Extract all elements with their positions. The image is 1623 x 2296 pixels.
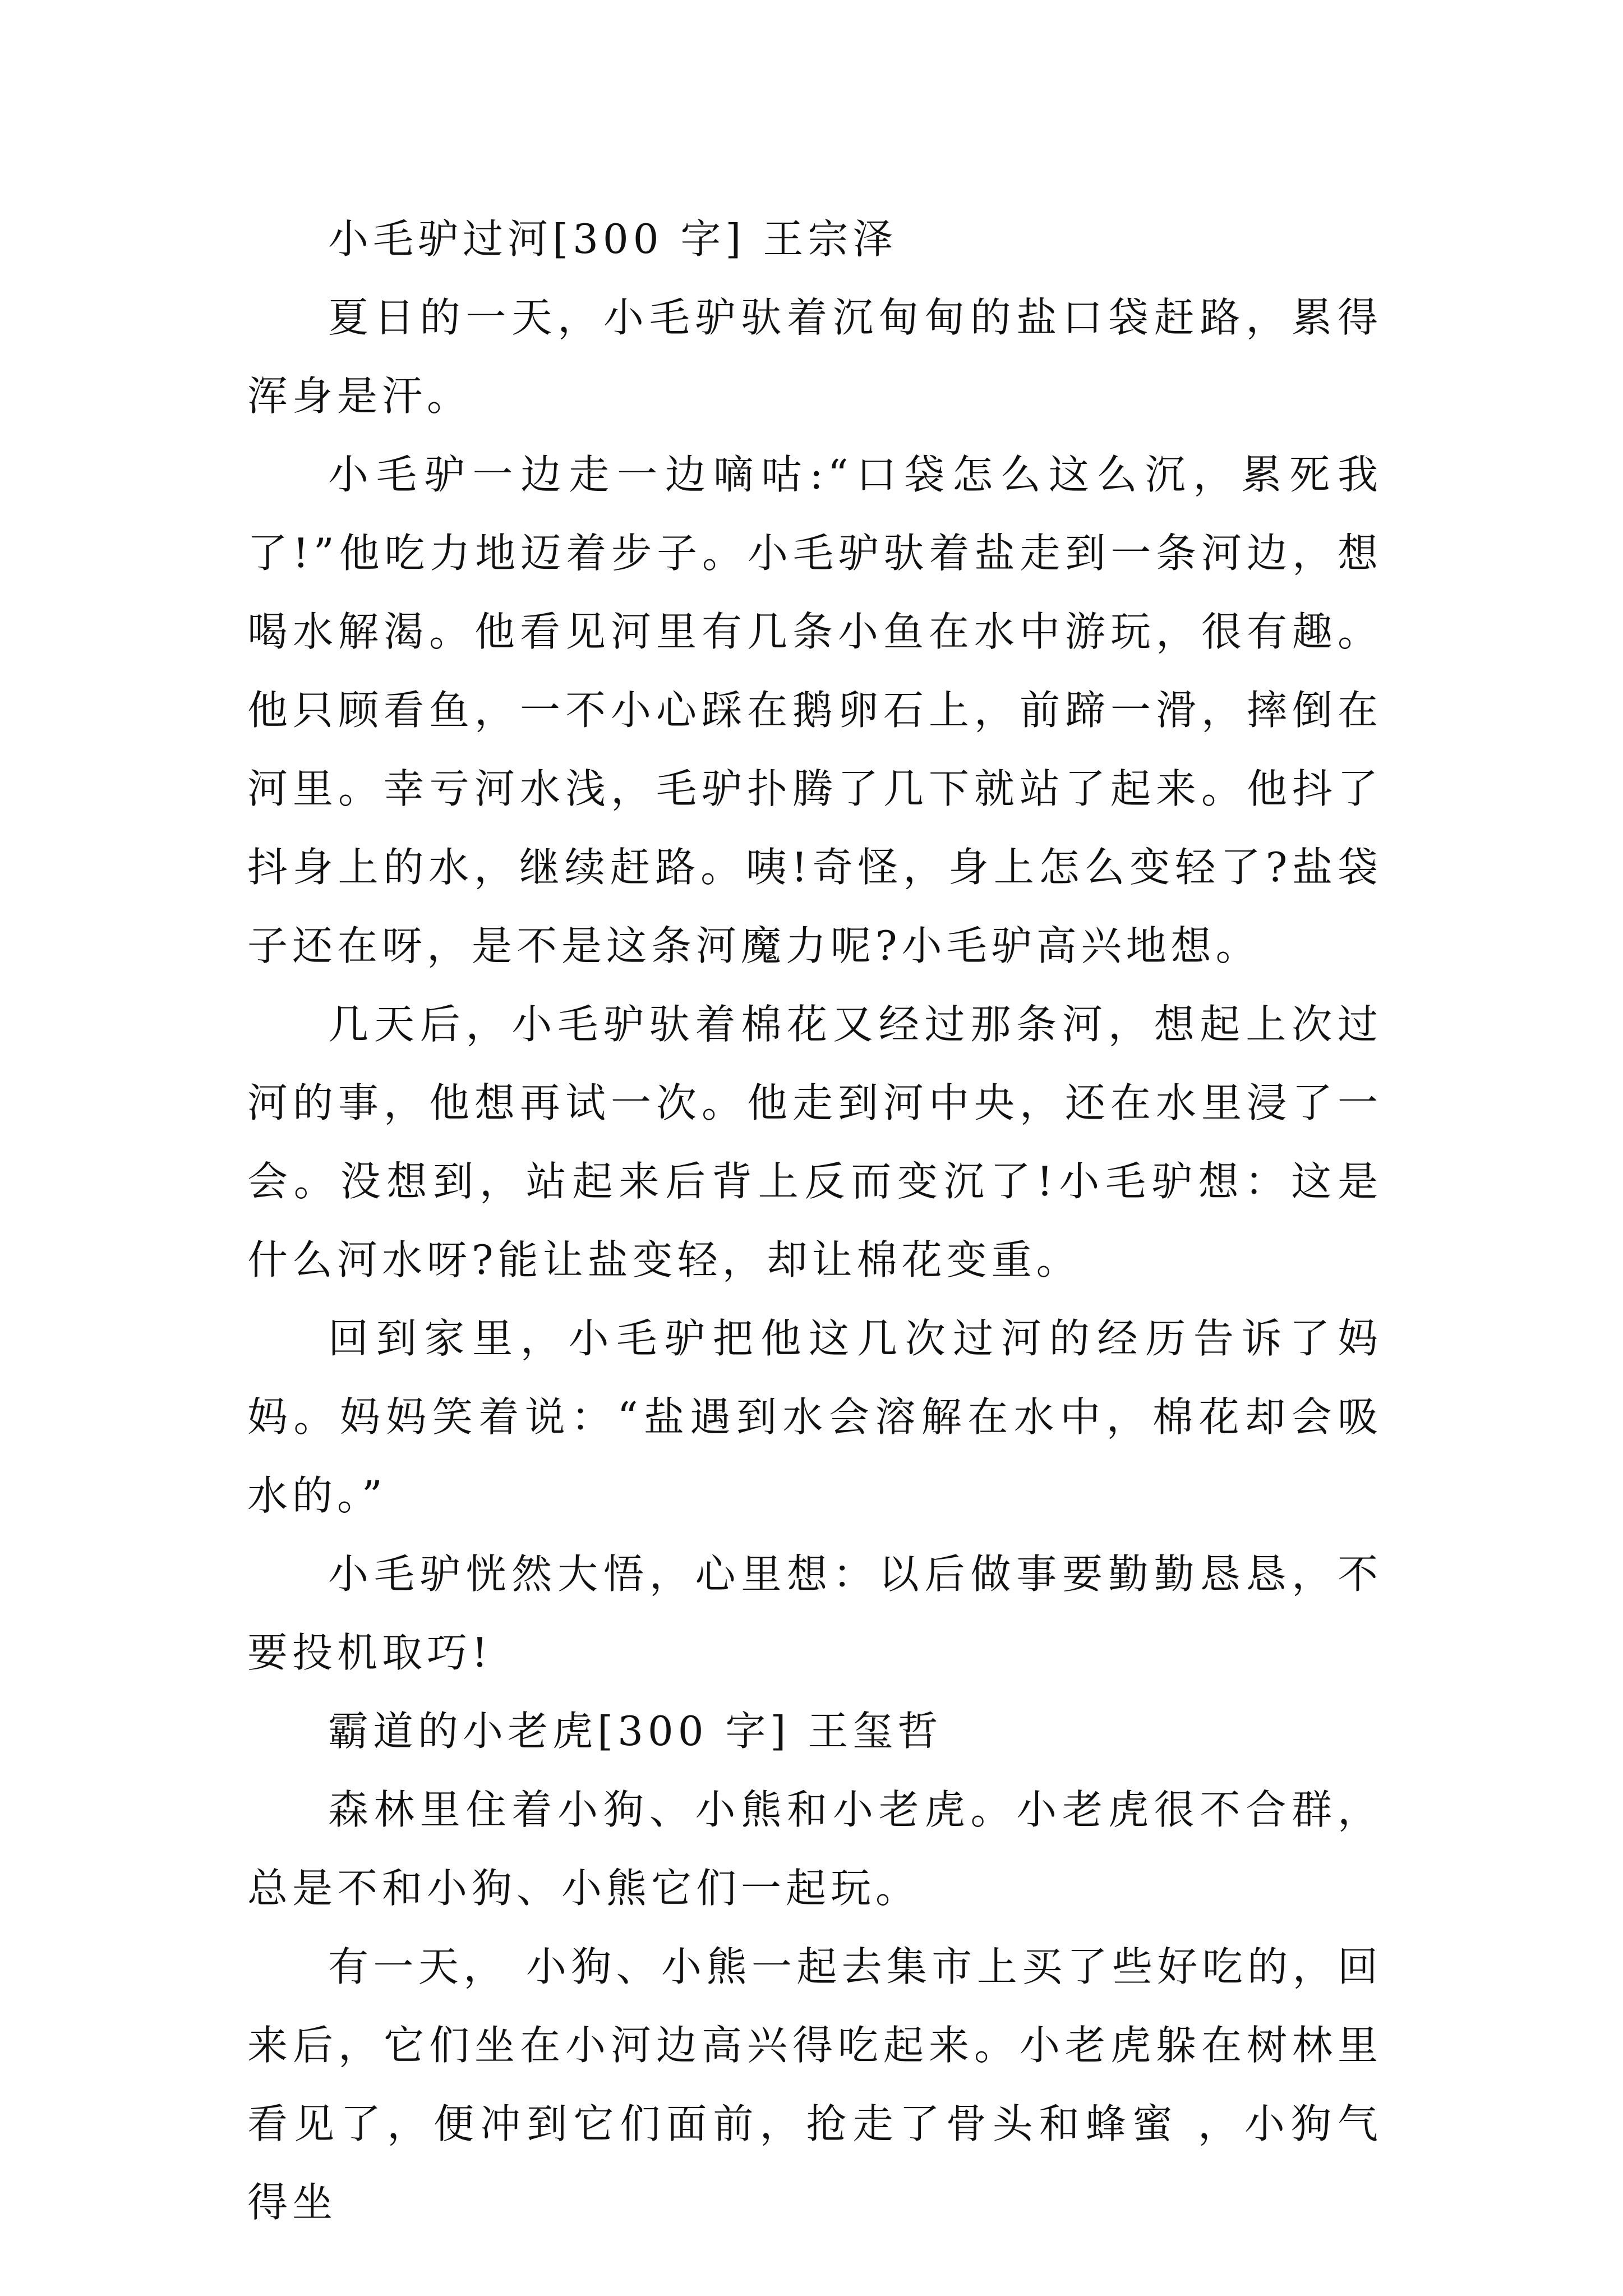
- story-title-1: 小毛驴过河[300 字] 王宗泽: [328, 215, 898, 263]
- paragraph: 小毛驴恍然大悟，心里想：以后做事要勤勤恳恳，不要投机取巧!: [247, 1550, 1382, 1676]
- paragraph: 夏日的一天，小毛驴驮着沉甸甸的盐口袋赶路，累得浑身是汗。: [247, 294, 1382, 420]
- paragraph: 有一天， 小狗、小熊一起去集市上买了些好吃的，回来后，它们坐在小河边高兴得吃起来。小老虎躲在树林里看见了，便冲到它们面前，抢走了骨头和蜂蜜 ，小狗气得坐: [247, 1943, 1382, 2226]
- paragraph: 几天后，小毛驴驮着棉花又经过那条河，想起上次过河的事，他想再试一次。他走到河中央，还在水里浸了一会。没想到，站起来后背上反而变沉了!小毛驴想：这是什么河水呀?能让盐变轻，却让棉花变重。: [247, 1001, 1382, 1283]
- paragraph: 小毛驴一边走一边嘀咕:“口袋怎么这么沉，累死我了!”他吃力地迈着步子。小毛驴驮着盐走到一条河边，想喝水解渴。他看见河里有几条小鱼在水中游玩，很有趣。他只顾看鱼，一不小心踩在鹅卵石上，前蹄一滑，摔倒在河里。幸亏河水浅，毛驴扑腾了几下就站了起来。他抖了抖身上的水，继续赶路。咦!奇怪，身上怎么变轻了?盐袋子还在呀，是不是这条河魔力呢?小毛驴高兴地想。: [247, 451, 1382, 969]
- story-title-2: 霸道的小老虎[300 字] 王玺哲: [328, 1708, 943, 1755]
- paragraph: 回到家里，小毛驴把他这几次过河的经历告诉了妈妈。妈妈笑着说：“盐遇到水会溶解在水中，棉花却会吸水的。”: [247, 1315, 1382, 1519]
- document-body: [247, 200, 1382, 2242]
- paragraph: 森林里住着小狗、小熊和小老虎。小老虎很不合群，总是不和小狗、小熊它们一起玩。: [247, 1786, 1382, 1912]
